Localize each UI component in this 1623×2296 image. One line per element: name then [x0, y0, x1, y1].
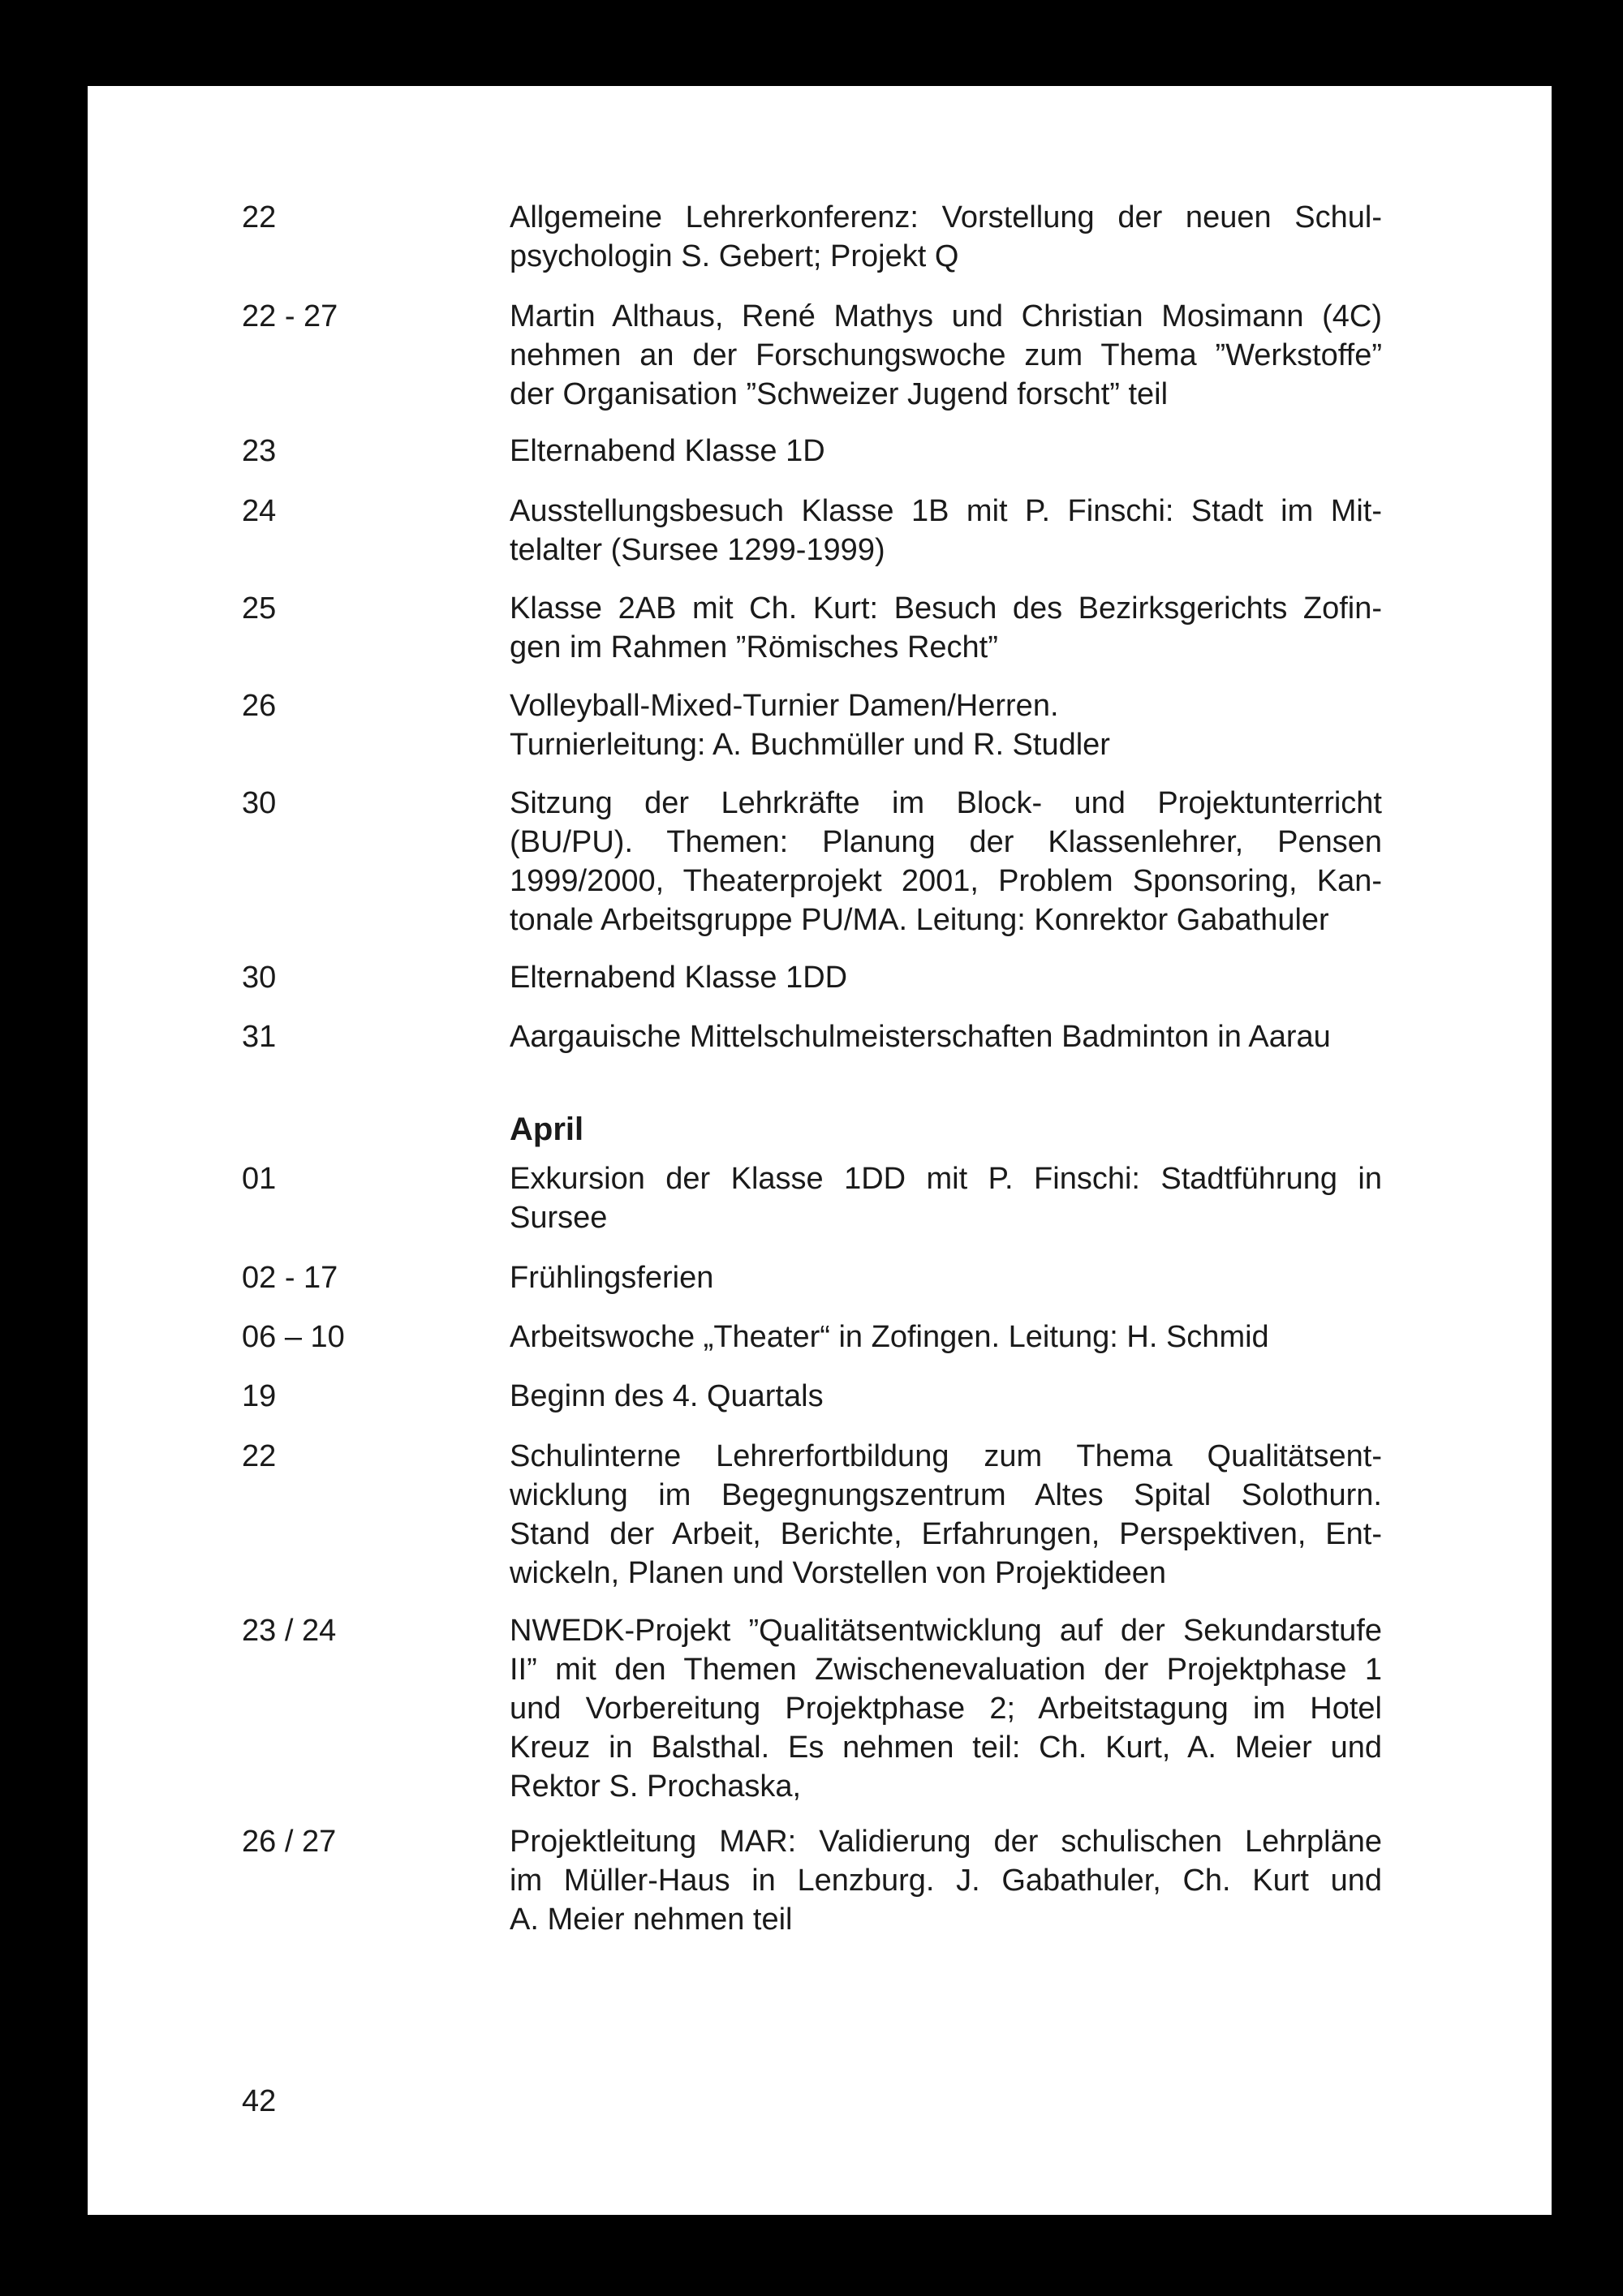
text-line: Projektleitung MAR: Validierung der schulischen Lehrpläne	[510, 1825, 1382, 1859]
text-line: Volleyball-Mixed-Turnier Damen/Herren.	[510, 689, 1059, 723]
entry-date: 19	[242, 1379, 277, 1413]
text-line: und Vorbereitung Projektphase 2; Arbeitstagung im Hotel	[510, 1692, 1382, 1726]
entry-date: 31	[242, 1020, 277, 1054]
text-line: Exkursion der Klasse 1DD mit P. Finschi: Stadtführung in	[510, 1162, 1382, 1196]
month-heading: April	[510, 1111, 584, 1147]
text-line: Rektor S. Prochaska,	[510, 1769, 802, 1804]
text-line: psychologin S. Gebert; Projekt Q	[510, 239, 959, 273]
text-line: Sitzung der Lehrkräfte im Block- und Projektunterricht	[510, 786, 1382, 820]
entry-text	[510, 1611, 1382, 1806]
text-line: Schulinterne Lehrerfortbildung zum Thema Qualitätsent-	[510, 1439, 1382, 1473]
text-line: Aargauische Mittelschulmeisterschaften Badminton in Aarau	[510, 1020, 1331, 1054]
entry-text	[510, 1258, 1382, 1297]
entry-text	[510, 686, 1382, 764]
text-line: Sursee	[510, 1201, 608, 1235]
document-page	[88, 86, 1552, 2215]
text-line: Elternabend Klasse 1D	[510, 434, 825, 468]
entry-date: 01	[242, 1162, 277, 1196]
entry-date: 25	[242, 591, 277, 626]
entry-text	[510, 492, 1382, 570]
text-line: Turnierleitung: A. Buchmüller und R. Studler	[510, 728, 1110, 762]
entry-date: 22	[242, 200, 277, 234]
entry-text	[510, 1437, 1382, 1593]
text-line: Allgemeine Lehrerkonferenz: Vorstellung der neuen Schul-	[510, 200, 1382, 234]
entry-date: 26 / 27	[242, 1825, 337, 1859]
text-line: Arbeitswoche „Theater“ in Zofingen. Leitung: H. Schmid	[510, 1320, 1269, 1354]
text-line: nehmen an der Forschungswoche zum Thema ”Werkstoffe”	[510, 338, 1382, 372]
entry-text	[510, 432, 1382, 471]
text-line: wicklung im Begegnungszentrum Altes Spital Solothurn.	[510, 1478, 1382, 1512]
entry-text	[510, 1318, 1382, 1357]
text-line: gen im Rahmen ”Römisches Recht”	[510, 630, 998, 664]
text-line: Frühlingsferien	[510, 1261, 714, 1295]
entry-text	[510, 784, 1382, 939]
text-line: 1999/2000, Theaterprojekt 2001, Problem Sponsoring, Kan-	[510, 864, 1382, 898]
entry-text	[510, 589, 1382, 667]
text-line: A. Meier nehmen teil	[510, 1903, 793, 1937]
text-line: Elternabend Klasse 1DD	[510, 961, 848, 995]
text-line: NWEDK-Projekt ”Qualitätsentwicklung auf der Sekundarstufe	[510, 1614, 1382, 1648]
entry-date: 30	[242, 786, 277, 820]
text-line: (BU/PU). Themen: Planung der Klassenlehrer, Pensen	[510, 825, 1382, 859]
text-line: Martin Althaus, René Mathys und Christian Mosimann (4C)	[510, 299, 1382, 333]
text-line: wickeln, Planen und Vorstellen von Projektideen	[510, 1556, 1167, 1590]
entry-date: 23	[242, 434, 277, 468]
entry-date: 26	[242, 689, 277, 723]
entry-date: 24	[242, 494, 277, 528]
entry-text	[510, 1377, 1382, 1416]
text-line: der Organisation ”Schweizer Jugend forscht” teil	[510, 377, 1169, 411]
entry-text	[510, 1017, 1382, 1056]
text-line: tonale Arbeitsgruppe PU/MA. Leitung: Konrektor Gabathuler	[510, 903, 1329, 937]
entry-text	[510, 297, 1382, 414]
entry-text	[510, 198, 1382, 276]
text-line: im Müller-Haus in Lenzburg. J. Gabathuler, Ch. Kurt und	[510, 1864, 1382, 1898]
entry-text	[510, 1159, 1382, 1237]
text-line: Kreuz in Balsthal. Es nehmen teil: Ch. Kurt, A. Meier und	[510, 1731, 1382, 1765]
text-line: Beginn des 4. Quartals	[510, 1379, 824, 1413]
entry-date: 06 – 10	[242, 1320, 345, 1354]
entry-text	[510, 1822, 1382, 1939]
text-line: Stand der Arbeit, Berichte, Erfahrungen, Perspektiven, Ent-	[510, 1517, 1382, 1551]
text-line: telalter (Sursee 1299-1999)	[510, 533, 885, 567]
text-line: II” mit den Themen Zwischenevaluation der Projektphase 1	[510, 1653, 1382, 1687]
entry-date: 22	[242, 1439, 277, 1473]
entry-date: 02 - 17	[242, 1261, 338, 1295]
entry-text	[510, 958, 1382, 997]
entry-date: 23 / 24	[242, 1614, 337, 1648]
page-number: 42	[242, 2084, 277, 2118]
text-line: Klasse 2AB mit Ch. Kurt: Besuch des Bezirksgerichts Zofin-	[510, 591, 1382, 626]
text-line: Ausstellungsbesuch Klasse 1B mit P. Finschi: Stadt im Mit-	[510, 494, 1382, 528]
entry-date: 30	[242, 961, 277, 995]
entry-date: 22 - 27	[242, 299, 338, 333]
